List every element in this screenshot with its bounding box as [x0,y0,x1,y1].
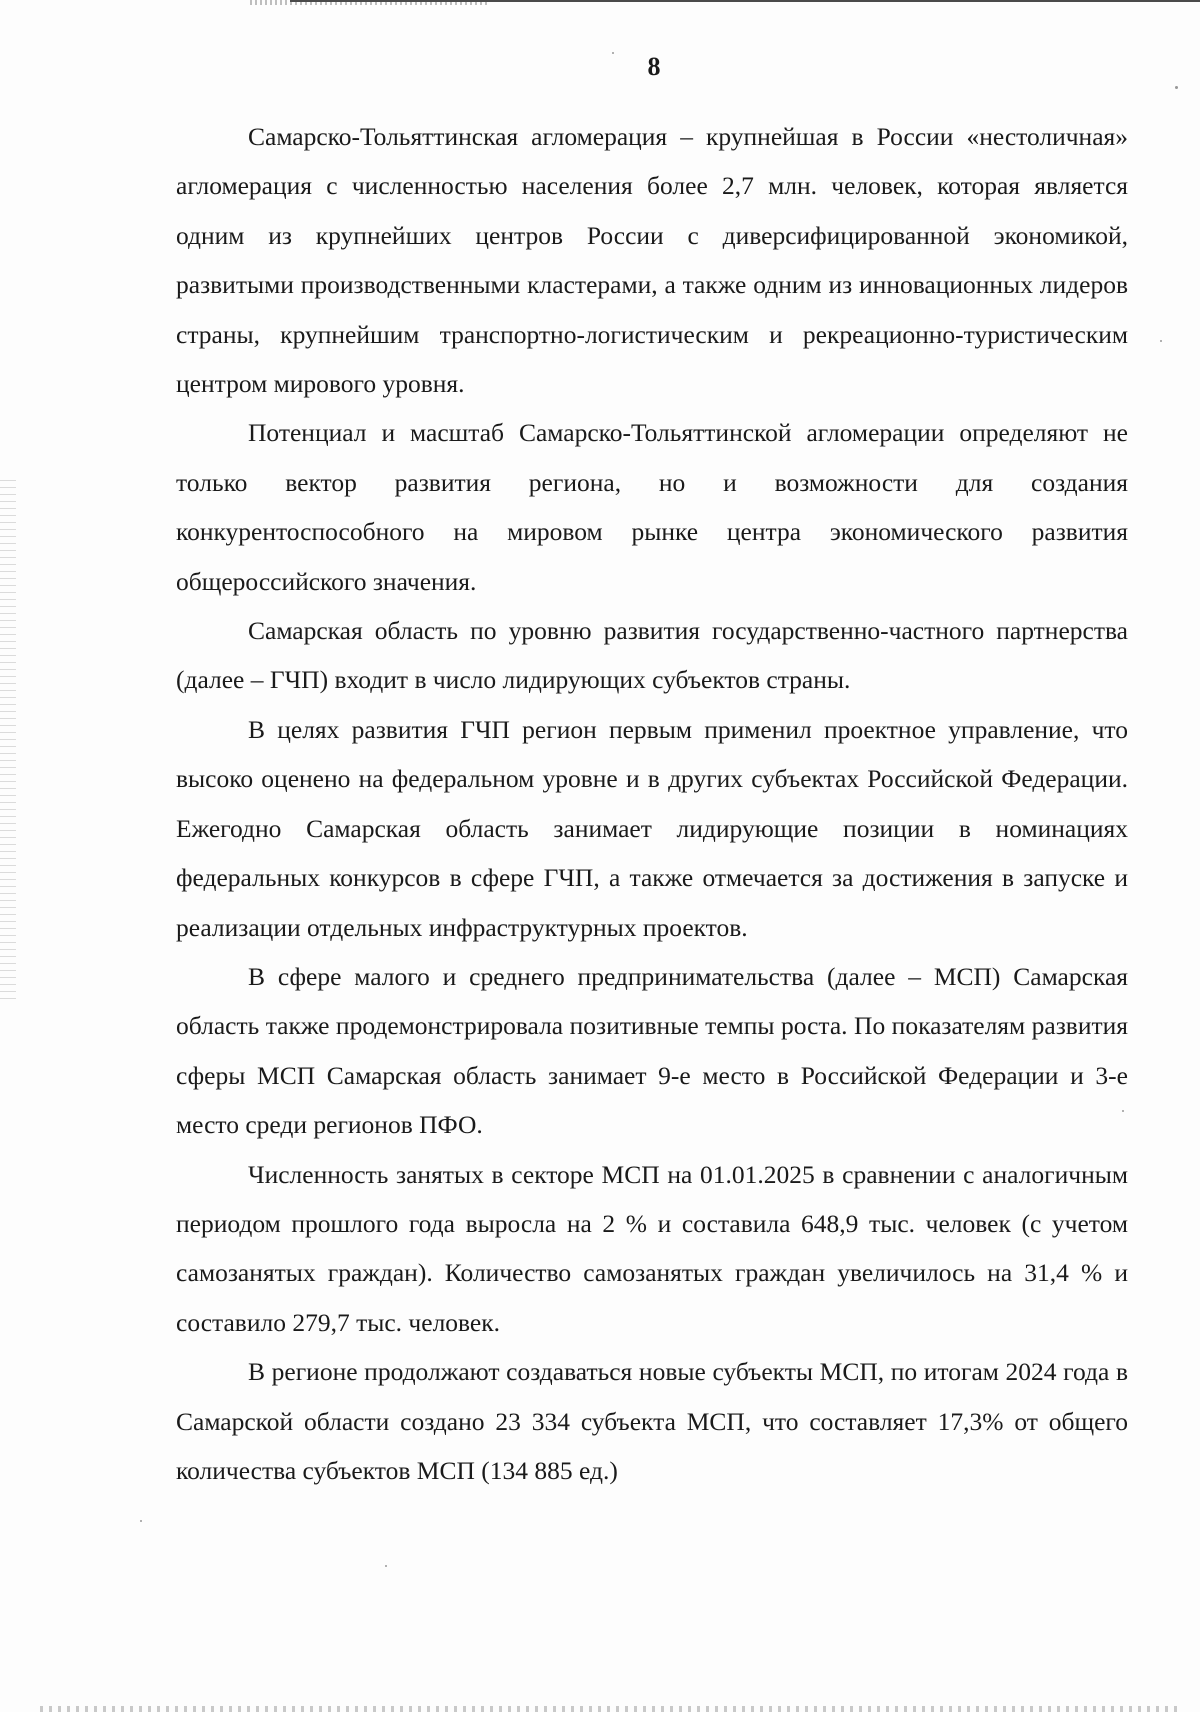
paragraph-gchp-project-management: В целях развития ГЧП регион первым применил проектное управление, что высоко оценено на федеральном уровне и в других субъектах Российской Федерации. Ежегодно Самарская область занимает лидирующие позиции в номинациях федеральных конкурсов в сфере ГЧП, а также отмечается за достижения в запуске и реализации отдельных инфраструктурных проектов. [176,714,1128,942]
paragraph-msp-new-subjects: В регионе продолжают создаваться новые субъекты МСП, по итогам 2024 года в Самарской области создано 23 334 субъекта МСП, что составляет 17,3% от общего количества субъектов МСП (134 885 ед.) [176,1357,1128,1485]
paragraph-gchp-leadership: Самарская область по уровню развития государственно-частного партнерства (далее – ГЧП) входит в число лидирующих субъектов страны. [176,616,1128,695]
paragraph-potential: Потенциал и масштаб Самарско-Тольяттинской агломерации определяют не только вектор развития региона, но и возможности для создания конкурентоспособного на мировом рынке центра экономического развития общероссийского значения. [176,418,1128,596]
document-body [176,112,1128,1495]
scan-speck [1175,86,1178,89]
paragraph-agglomeration: Самарско-Тольяттинская агломерация – крупнейшая в России «нестоличная» агломерация с численностью населения более 2,7 млн. человек, которая является одним из крупнейших центров России с диверсифицированной экономикой, развитыми производственными кластерами, а также одним из инновационных лидеров страны, крупнейшим транспортно-логистическим и рекреационно-туристическим центром мирового уровня. [176,122,1128,399]
scan-speck [140,1520,142,1522]
scan-artifact-top-line [290,0,1200,2]
paragraph-msp-employment: Численность занятых в секторе МСП на 01.01.2025 в сравнении с аналогичным периодом прошлого года выросла на 2 % и составила 648,9 тыс. человек (с учетом самозанятых граждан). Количество самозанятых граждан увеличилось на 31,4 % и составило 279,7 тыс. человек. [176,1159,1128,1337]
paragraph-msp-growth: В сфере малого и среднего предпринимательства (далее – МСП) Самарская область также продемонстрировала позитивные темпы роста. По показателям развития сферы МСП Самарская область занимает 9-е место в Российской Федерации и 3-е место среди регионов ПФО. [176,961,1128,1140]
scan-artifact-bottom-edge [40,1706,1180,1712]
page-number: 8 [647,52,661,81]
scan-speck [385,1565,387,1567]
scan-speck [1160,340,1162,342]
scan-artifact-left-edge [0,480,16,1000]
